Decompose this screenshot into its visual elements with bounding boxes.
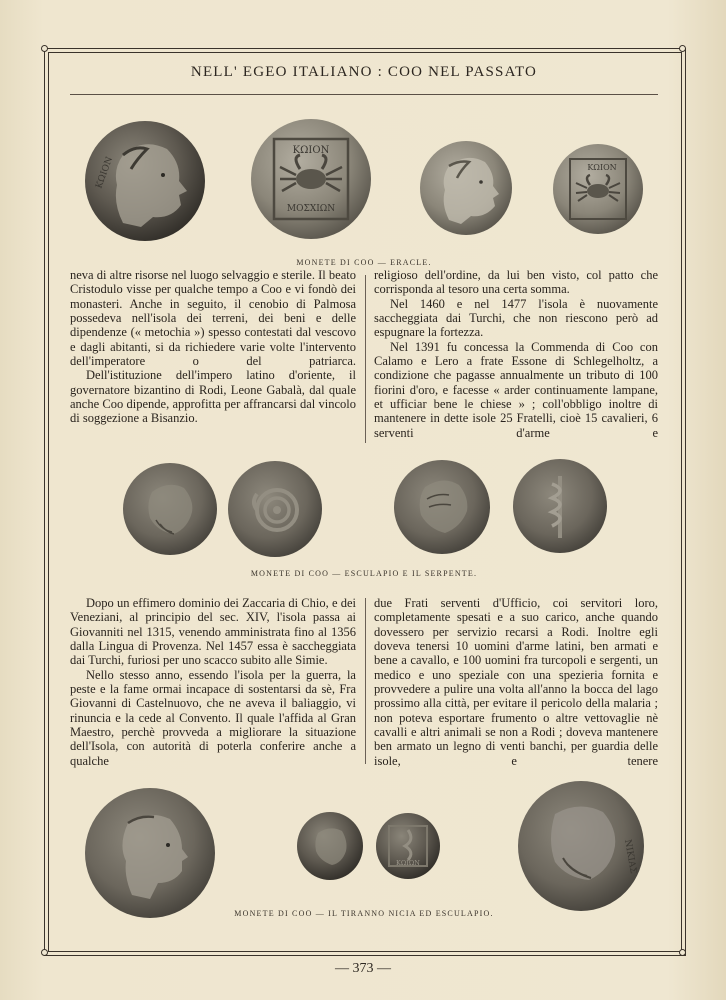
frame-corner-ornament — [679, 45, 686, 52]
plate-caption: MONETE DI COO — ERACLE. — [296, 258, 432, 267]
coin-legend-top: ΚΩΙΟΝ — [587, 163, 617, 172]
column-divider — [365, 598, 366, 764]
coin-legend-bottom: ΚΩΙΩΝ — [396, 859, 420, 867]
plate-caption: MONETE DI COO — ESCULAPIO E IL SERPENTE. — [250, 569, 478, 578]
column-divider — [365, 275, 366, 443]
header-rule — [70, 94, 658, 95]
paragraph: religioso dell'ordine, da lui ben visto, col patto che corrisponda al tesoro una certa somma. — [374, 268, 658, 297]
paragraph: Nel 1391 fu concessa la Commenda di Coo con Calamo e Lero a frate Essone di Schlegelholtz, a condizione che pagasse annualmente un tributo di 100 fiorini d'oro, e facesse « arder continuamente lampane, et ufficiar bene le chiese » ; coll'obbligo inoltre di mantenere in dette isole 25 Fratelli, cioè 15 cavalieri, 6 serventi d'arme e — [374, 339, 658, 440]
paragraph: Dopo un effimero dominio dei Zaccaria di Chio, e dei Veneziani, al principio del sec. XIV, l'isola passa ai Giovanniti nel 1315, venendo amministrata fino al 1356 dalla Lingua di Provenza. Nel 1457 essa è saccheggiata dai Turchi, furiosi per uno scacco subito alle Simie. — [70, 596, 356, 668]
plate-caption: MONETE DI COO — IL TIRANNO NICIA ED ESCULAPIO. — [234, 909, 494, 918]
text-column-left-2 — [70, 596, 356, 768]
paragraph: Dell'istituzione dell'impero latino d'oriente, il governatore bizantino di Rodi, Leone Gabalà, dal quale anche Coo dipende, approfitta per affrancarsi dal vincolo di soggezione a Bisanzio. — [70, 368, 356, 426]
svg-text:ΚΩΙΟΝ: ΚΩΙΟΝ — [94, 155, 116, 191]
coin-small-reverse — [375, 812, 441, 880]
coin-nicias-head — [84, 787, 216, 919]
running-header: NELL' EGEO ITALIANO : COO NEL PASSATO — [190, 64, 538, 80]
frame-corner-ornament — [679, 949, 686, 956]
frame-corner-ornament — [41, 949, 48, 956]
coin-crab-square — [250, 117, 372, 241]
paragraph: neva di altre risorse nel luogo selvaggio e sterile. Il beato Cristodulo visse per qualche tempo a Coo e vi fondò dei monasteri. Anche in seguito, il cenobio di Palmosa possedeva nell'isola dei terreni, dei beni e delle dipendenze (« metochia ») spesso contestati dal vescovo e dagli abitanti, si da richiedere varie volte l'intervento dell'imperatore o del patriarca. — [70, 268, 356, 369]
coin-asclepius-head-2 — [393, 459, 491, 555]
text-column-right-1 — [374, 268, 658, 440]
coin-legend-bottom: ΜΟΣΧΙΩΝ — [286, 204, 336, 214]
frame-corner-ornament — [41, 45, 48, 52]
paragraph: Nel 1460 e nel 1477 l'isola è nuovamente saccheggiata dai Turchi, che non riescono però ad espugnare la fortezza. — [374, 296, 658, 340]
coin-serpent-staff — [512, 458, 608, 554]
coin-crab-small — [552, 143, 644, 235]
coin-legend-top: ΚΩΙΟΝ — [292, 145, 330, 156]
paragraph: due Frati serventi d'Ufficio, coi servitori loro, completamente spesati e a suo carico, anche quando dovessero per servizio recarsi a Rodi. Inoltre egli doveva tenersi 10 uomini d'arme latini, ben armati e bene a cavallo, e 100 uomini fra turcopoli e sergenti, un medico e uno speziale con una spezieria fornita e provvedere a pulire una volta all'anno la bocca del lago prossimo alla città, per evitare il pericolo della malaria ; non poteva esportare frumento o altre vettovaglie nè cavalli e altri animali se non a Rodi ; doveva mantenere ben armato un legno di venti banchi, per guardia delle isole, e tenere — [374, 596, 658, 768]
text-column-left-1 — [70, 268, 356, 426]
text-column-right-2 — [374, 596, 658, 768]
coin-serpent-1 — [227, 460, 323, 558]
paragraph: Nello stesso anno, essendo l'isola per la guerra, la peste e la fame ormai incapace di sostentarsi da sè, Fra Giovanni di Castelnuovo, che ne aveva il baliaggio, vi rinuncia e la cede al Convento. Il quale l'affida al Gran Maestro, perchè provveda a migliorare la situazione dell'Isola, con autorità di poterla conferire anche a qualche — [70, 667, 356, 768]
coin-small-head — [296, 811, 364, 881]
page-number: — 373 — — [335, 961, 391, 976]
svg-text:ΝΙΚΙΑΣ: ΝΙΚΙΑΣ — [622, 838, 638, 875]
coin-heracles-head-2 — [419, 140, 513, 236]
coin-heracles-head-1 — [83, 119, 207, 243]
coin-asclepius-head-1 — [122, 462, 218, 556]
coin-asclepius-head-3 — [517, 780, 645, 912]
